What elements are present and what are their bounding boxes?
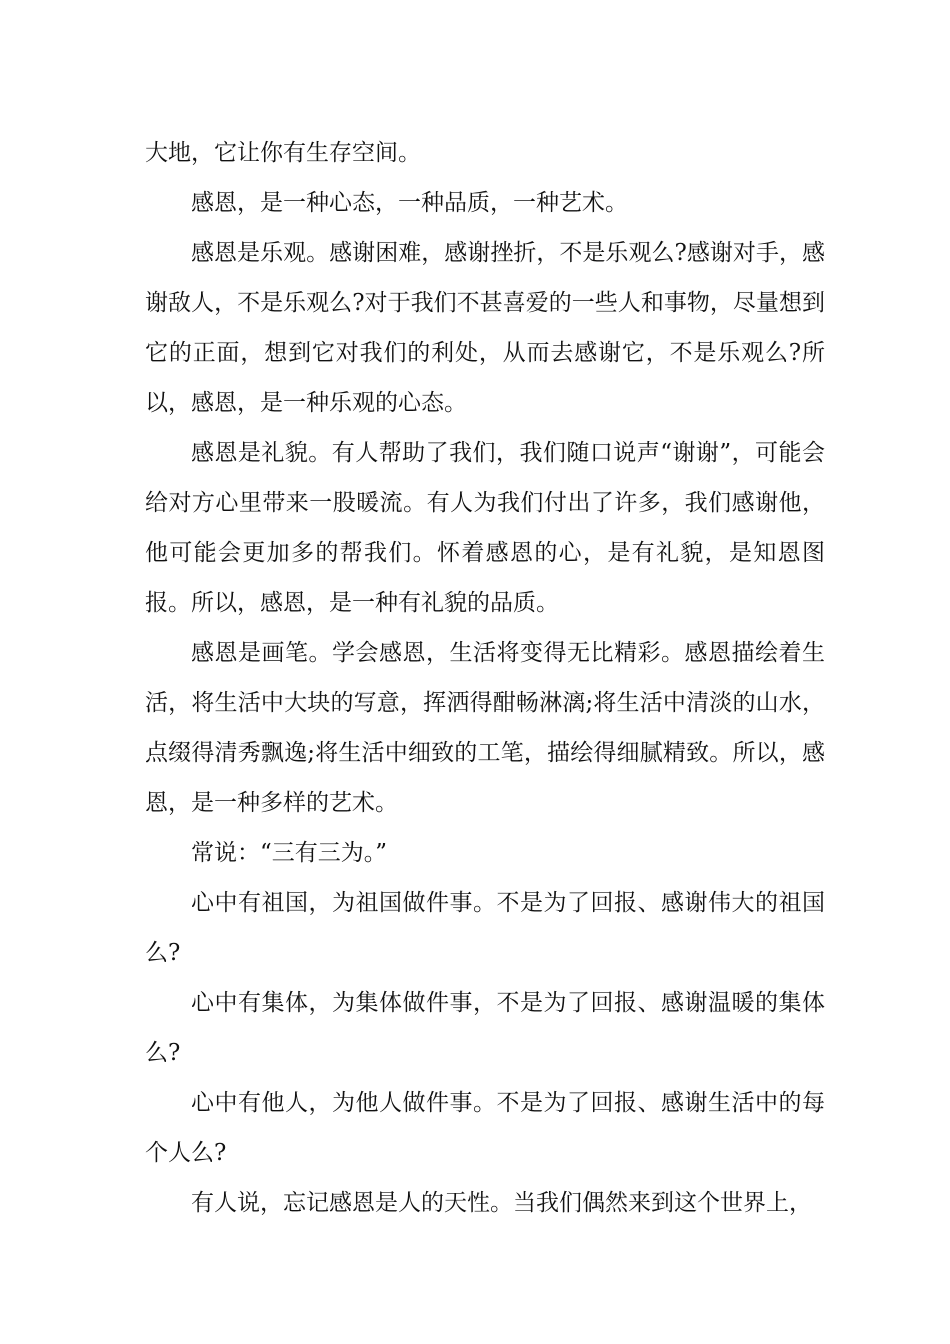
document-body [145, 128, 825, 1228]
paragraph: 感恩，是一种心态，一种品质，一种艺术。 [191, 190, 628, 216]
paragraph: 心中有祖国，为祖国做件事。不是为了回报、感谢伟大的祖国么? [145, 890, 825, 966]
paragraph: 感恩是画笔。学会感恩，生活将变得无比精彩。感恩描绘着生活，将生活中大块的写意，挥洒得酣畅淋漓;将生活中清淡的山水，点缀得清秀飘逸;将生活中细致的工笔，描绘得细腻精致。所以，感恩，是一种多样的艺术。 [145, 640, 825, 816]
paragraph-continuation: 大地，它让你有生存空间。 [145, 140, 421, 166]
paragraph: 有人说，忘记感恩是人的天性。当我们偶然来到这个世界上， [191, 1190, 812, 1216]
paragraph: 心中有他人，为他人做件事。不是为了回报、感谢生活中的每个人么? [145, 1090, 825, 1166]
paragraph: 心中有集体，为集体做件事，不是为了回报、感谢温暖的集体么? [145, 990, 825, 1066]
paragraph: 感恩是乐观。感谢困难，感谢挫折，不是乐观么?感谢对手，感谢敌人，不是乐观么?对于我们不甚喜爱的一些人和事物，尽量想到它的正面，想到它对我们的利处，从而去感谢它，不是乐观么?所以，感恩，是一种乐观的心态。 [145, 240, 825, 416]
paragraph: 常说：“三有三为。” [191, 840, 388, 866]
paragraph: 感恩是礼貌。有人帮助了我们，我们随口说声“谢谢”，可能会给对方心里带来一股暖流。有人为我们付出了许多，我们感谢他，他可能会更加多的帮我们。怀着感恩的心，是有礼貌，是知恩图报。所以，感恩，是一种有礼貌的品质。 [145, 440, 825, 616]
